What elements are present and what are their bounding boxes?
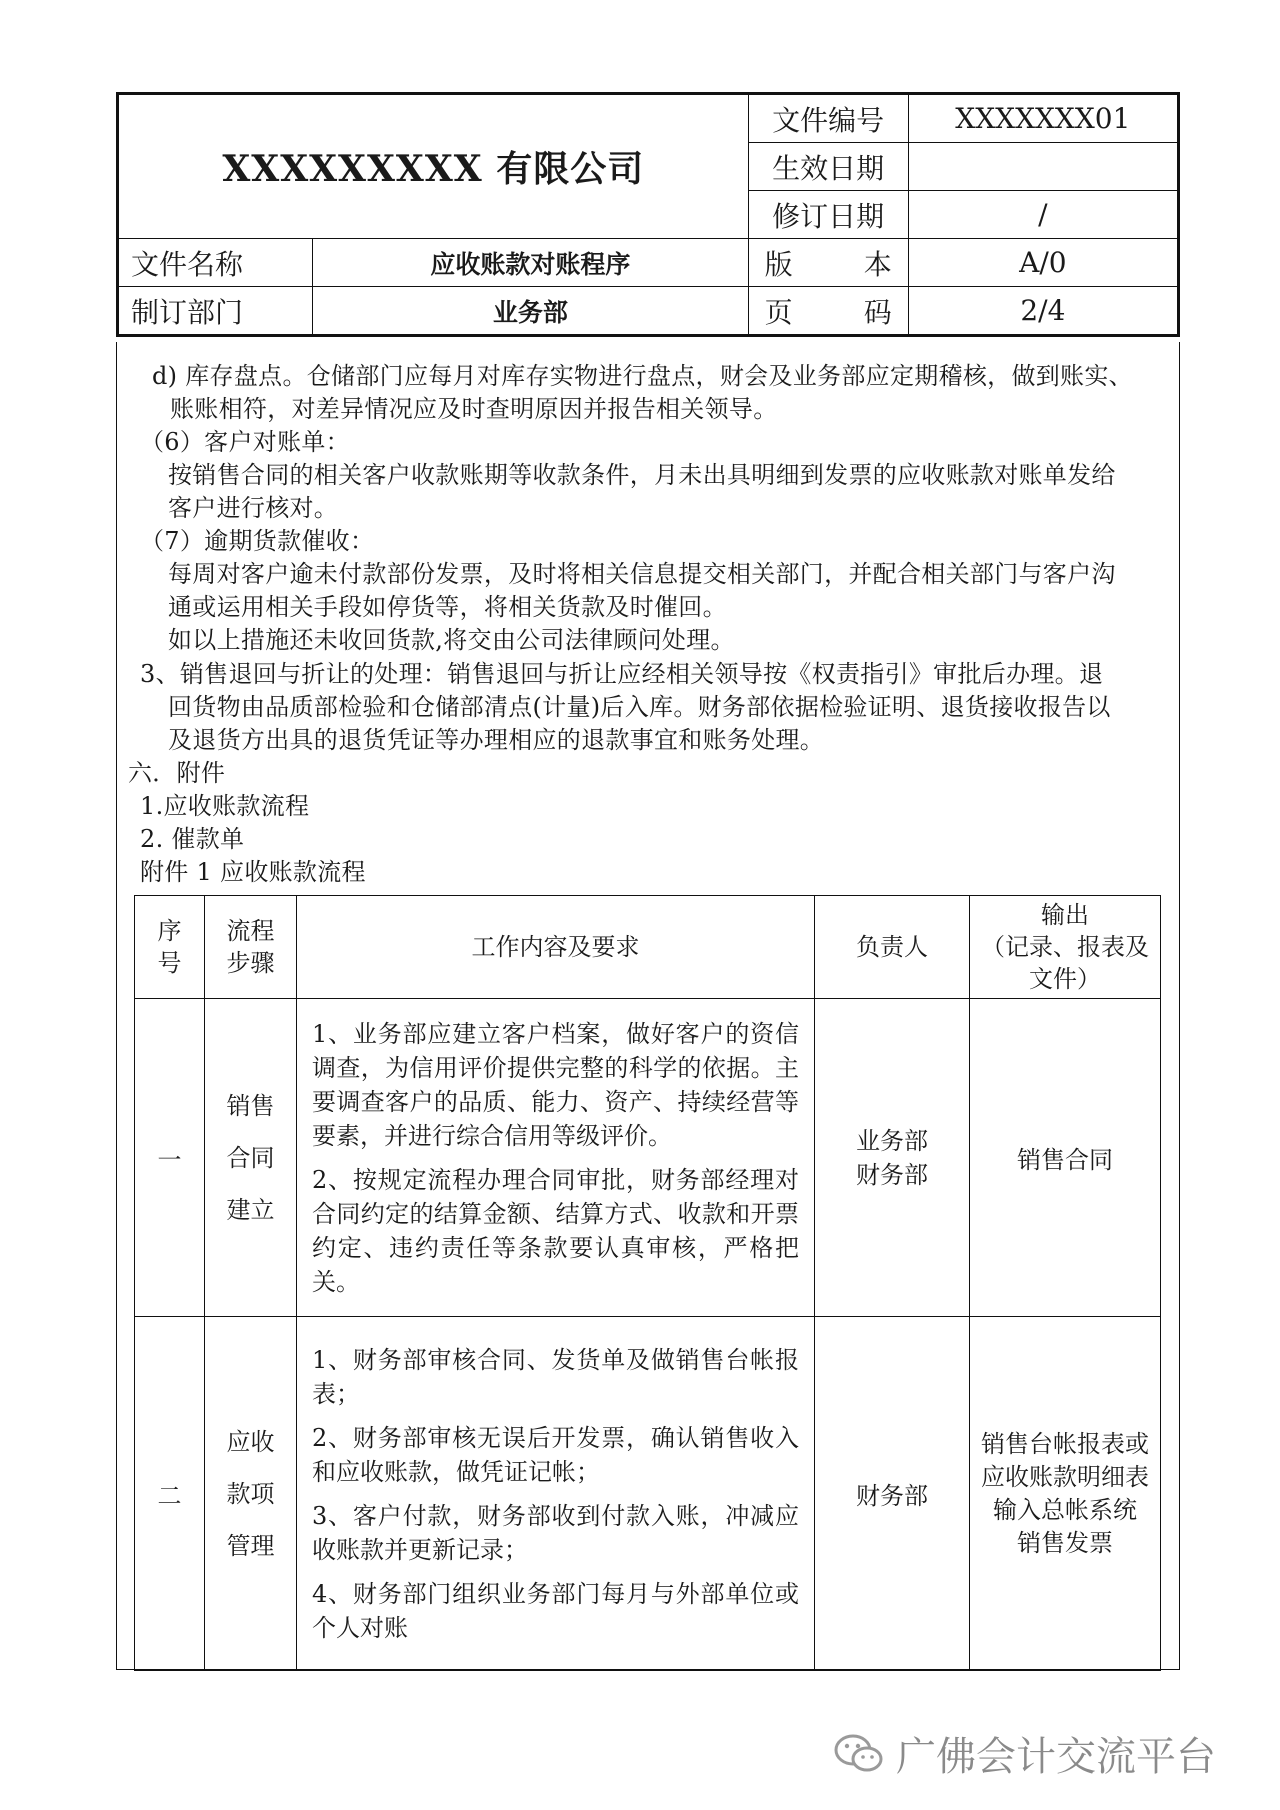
doc-no-value: XXXXXXX01 [908,94,1178,143]
body-line: 及退货方出具的退货凭证等办理相应的退款事宜和账务处理。 [168,726,825,754]
company-name: XXXXXXXXX 有限公司 [118,94,749,239]
body-line: 2. 催款单 [140,825,245,853]
revision-date-label: 修订日期 [748,191,908,239]
document-header-table [116,92,1180,337]
table-row [135,999,1161,1317]
effective-date-value [908,143,1178,191]
table-row [135,1317,1161,1671]
col-header-seq: 序 号 [135,896,205,999]
content-paragraph: 4、财务部门组织业务部门每月与外部单位或个人对账 [312,1579,799,1642]
content-paragraph: 2、财务部审核无误后开发票，确认销售收入和应收账款，做凭证记帐； [312,1423,799,1486]
watermark [832,1725,1216,1782]
dept-label: 制订部门 [118,287,313,336]
file-name-label: 文件名称 [118,239,313,287]
body-line: 回货物由品质部检验和仓储部清点(计量)后入库。财务部依据检验证明、退货接收报告以 [168,693,1111,721]
effective-date-label: 生效日期 [748,143,908,191]
body-line: d) 库存盘点。仓储部门应每月对库存实物进行盘点，财会及业务部应定期稽核，做到账实、 [152,362,1133,390]
body-line: （6）客户对账单： [140,428,350,456]
version-label: 版 本 [748,239,908,287]
file-name-value: 应收账款对账程序 [313,239,748,287]
dept-value: 业务部 [313,287,748,336]
col-header-content: 工作内容及要求 [297,896,815,999]
row-output: 销售台帐报表或 应收账款明细表 输入总帐系统 销售发票 [970,1317,1161,1671]
body-line: 每周对客户逾未付款部份发票，及时将相关信息提交相关部门，并配合相关部门与客户沟 [168,560,1116,588]
content-paragraph: 1、财务部审核合同、发货单及做销售台帐报表； [312,1345,799,1408]
page-value: 2/4 [908,287,1178,336]
row-owner: 财务部 [815,1317,970,1671]
wechat-icon [832,1732,886,1776]
body-line: 客户进行核对。 [168,494,339,522]
row-owner: 业务部 财务部 [815,999,970,1317]
content-paragraph: 3、客户付款，财务部收到付款入账，冲减应收账款并更新记录； [312,1501,799,1564]
col-header-owner: 负责人 [815,896,970,999]
revision-date-value: / [908,191,1178,239]
page-label: 页 码 [748,287,908,336]
body-line: 1.应收账款流程 [140,792,310,820]
body-line: （7）逾期货款催收： [140,527,375,555]
body-line: 如以上措施还未收回货款,将交由公司法律顾问处理。 [168,626,735,654]
body-line: 按销售合同的相关客户收款账期等收款条件，月未出具明细到发票的应收账款对账单发给 [168,461,1116,489]
table-header-row [135,896,1161,999]
body-line: 通或运用相关手段如停货等，将相关货款及时催回。 [168,593,727,621]
row-seq: 一 [135,999,205,1317]
col-header-step: 流程 步骤 [205,896,297,999]
process-table [134,895,1161,1671]
version-value: A/0 [908,239,1178,287]
body-line: 账账相符，对差异情况应及时查明原因并报告相关领导。 [170,395,778,423]
watermark-text: 广佛会计交流平台 [896,1734,1216,1780]
content-paragraph: 2、按规定流程办理合同审批，财务部经理对合同约定的结算金额、结算方式、收款和开票约定、违约责任等条款要认真审核，严格把关。 [312,1165,799,1296]
doc-no-label: 文件编号 [748,94,908,143]
row-seq: 二 [135,1317,205,1671]
row-step: 应收 款项 管理 [205,1317,297,1671]
content-paragraph: 1、业务部应建立客户档案，做好客户的资信调查，为信用评价提供完整的科学的依据。主要调查客户的品质、能力、资产、持续经营等要素，并进行综合信用等级评价。 [312,1019,799,1150]
section-heading: 六．附件 [128,759,226,787]
row-step: 销售 合同 建立 [205,999,297,1317]
row-content [297,999,815,1317]
col-header-output: 输出 （记录、报表及 文件） [970,896,1161,999]
body-line: 3、销售退回与折让的处理：销售退回与折让应经相关领导按《权责指引》审批后办理。退 [140,660,1104,688]
row-output: 销售合同 [970,999,1161,1317]
table-caption: 附件 1 应收账款流程 [140,858,366,886]
row-content [297,1317,815,1671]
